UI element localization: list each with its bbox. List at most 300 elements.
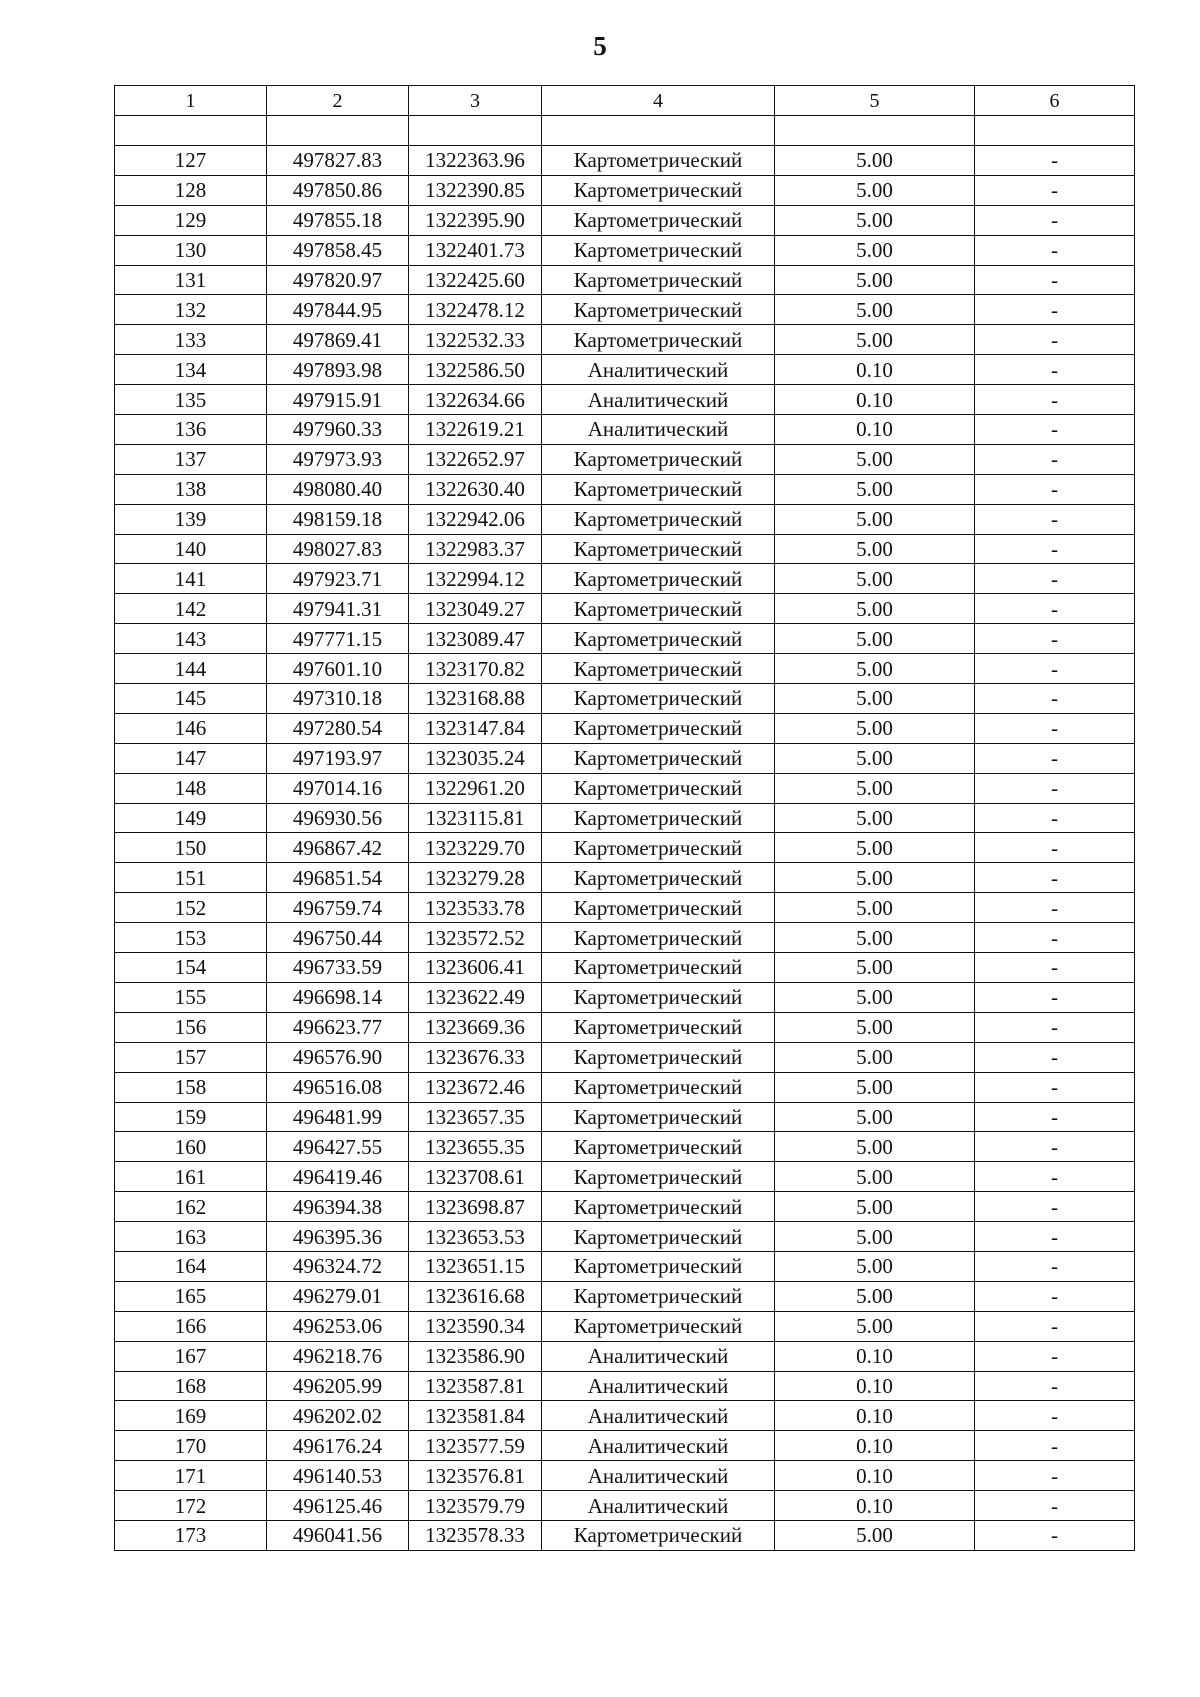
accuracy-cell: 5.00 — [775, 982, 975, 1012]
method-cell: Картометрический — [542, 713, 775, 743]
accuracy-cell: 5.00 — [775, 564, 975, 594]
accuracy-cell: 0.10 — [775, 1401, 975, 1431]
y-coordinate-cell: 1322630.40 — [409, 474, 542, 504]
y-coordinate-cell: 1323616.68 — [409, 1281, 542, 1311]
x-coordinate-cell: 497601.10 — [267, 654, 409, 684]
accuracy-cell: 5.00 — [775, 444, 975, 474]
table-row — [115, 1072, 1135, 1102]
accuracy-cell: 5.00 — [775, 923, 975, 953]
y-coordinate-cell: 1323229.70 — [409, 833, 542, 863]
method-cell: Картометрический — [542, 1192, 775, 1222]
accuracy-cell: 5.00 — [775, 743, 975, 773]
method-cell: Картометрический — [542, 1311, 775, 1341]
method-cell: Картометрический — [542, 743, 775, 773]
point-number-cell: 136 — [115, 415, 267, 445]
accuracy-cell: 5.00 — [775, 175, 975, 205]
table-row — [115, 415, 1135, 445]
table-row — [115, 146, 1135, 176]
x-coordinate-cell: 496576.90 — [267, 1042, 409, 1072]
method-cell: Аналитический — [542, 415, 775, 445]
table-row — [115, 713, 1135, 743]
x-coordinate-cell: 497280.54 — [267, 713, 409, 743]
table-row — [115, 893, 1135, 923]
note-cell: - — [975, 1311, 1135, 1341]
note-cell: - — [975, 1042, 1135, 1072]
point-number-cell: 164 — [115, 1251, 267, 1281]
accuracy-cell: 5.00 — [775, 1132, 975, 1162]
method-cell: Картометрический — [542, 1012, 775, 1042]
table-cell — [975, 116, 1135, 146]
point-number-cell: 172 — [115, 1491, 267, 1521]
note-cell: - — [975, 325, 1135, 355]
y-coordinate-cell: 1322363.96 — [409, 146, 542, 176]
accuracy-cell: 5.00 — [775, 833, 975, 863]
x-coordinate-cell: 496419.46 — [267, 1162, 409, 1192]
method-cell: Картометрический — [542, 564, 775, 594]
table-row — [115, 504, 1135, 534]
x-coordinate-cell: 497915.91 — [267, 385, 409, 415]
x-coordinate-cell: 497310.18 — [267, 684, 409, 714]
point-number-cell: 134 — [115, 355, 267, 385]
x-coordinate-cell: 497923.71 — [267, 564, 409, 594]
point-number-cell: 139 — [115, 504, 267, 534]
table-row — [115, 773, 1135, 803]
point-number-cell: 153 — [115, 923, 267, 953]
table-row — [115, 474, 1135, 504]
accuracy-cell: 5.00 — [775, 1281, 975, 1311]
note-cell: - — [975, 146, 1135, 176]
x-coordinate-cell: 497844.95 — [267, 295, 409, 325]
y-coordinate-cell: 1323676.33 — [409, 1042, 542, 1072]
point-number-cell: 128 — [115, 175, 267, 205]
accuracy-cell: 5.00 — [775, 205, 975, 235]
point-number-cell: 137 — [115, 444, 267, 474]
table-row — [115, 1192, 1135, 1222]
x-coordinate-cell: 496427.55 — [267, 1132, 409, 1162]
note-cell: - — [975, 474, 1135, 504]
table-row — [115, 444, 1135, 474]
x-coordinate-cell: 497941.31 — [267, 594, 409, 624]
coordinates-table — [114, 85, 1135, 1551]
note-cell: - — [975, 1222, 1135, 1252]
point-number-cell: 131 — [115, 265, 267, 295]
point-number-cell: 127 — [115, 146, 267, 176]
method-cell: Картометрический — [542, 1132, 775, 1162]
method-cell: Аналитический — [542, 355, 775, 385]
point-number-cell: 163 — [115, 1222, 267, 1252]
y-coordinate-cell: 1323576.81 — [409, 1461, 542, 1491]
point-number-cell: 141 — [115, 564, 267, 594]
method-cell: Картометрический — [542, 1222, 775, 1252]
note-cell: - — [975, 654, 1135, 684]
point-number-cell: 160 — [115, 1132, 267, 1162]
note-cell: - — [975, 175, 1135, 205]
method-cell: Картометрический — [542, 654, 775, 684]
table-cell — [542, 116, 775, 146]
table-row — [115, 1102, 1135, 1132]
accuracy-cell: 5.00 — [775, 534, 975, 564]
method-cell: Картометрический — [542, 1281, 775, 1311]
x-coordinate-cell: 497850.86 — [267, 175, 409, 205]
method-cell: Картометрический — [542, 265, 775, 295]
table-row — [115, 295, 1135, 325]
y-coordinate-cell: 1323572.52 — [409, 923, 542, 953]
x-coordinate-cell: 497960.33 — [267, 415, 409, 445]
y-coordinate-cell: 1323606.41 — [409, 953, 542, 983]
accuracy-cell: 5.00 — [775, 1222, 975, 1252]
accuracy-cell: 0.10 — [775, 1491, 975, 1521]
note-cell: - — [975, 1371, 1135, 1401]
y-coordinate-cell: 1323655.35 — [409, 1132, 542, 1162]
y-coordinate-cell: 1323672.46 — [409, 1072, 542, 1102]
y-coordinate-cell: 1322652.97 — [409, 444, 542, 474]
column-header: 6 — [975, 86, 1135, 116]
accuracy-cell: 5.00 — [775, 1520, 975, 1550]
point-number-cell: 161 — [115, 1162, 267, 1192]
note-cell: - — [975, 265, 1135, 295]
accuracy-cell: 5.00 — [775, 1311, 975, 1341]
y-coordinate-cell: 1323622.49 — [409, 982, 542, 1012]
point-number-cell: 145 — [115, 684, 267, 714]
table-row — [115, 803, 1135, 833]
note-cell: - — [975, 1192, 1135, 1222]
page-number: 5 — [593, 31, 607, 61]
x-coordinate-cell: 496481.99 — [267, 1102, 409, 1132]
y-coordinate-cell: 1323049.27 — [409, 594, 542, 624]
x-coordinate-cell: 496218.76 — [267, 1341, 409, 1371]
y-coordinate-cell: 1323708.61 — [409, 1162, 542, 1192]
x-coordinate-cell: 497973.93 — [267, 444, 409, 474]
note-cell: - — [975, 953, 1135, 983]
note-cell: - — [975, 1520, 1135, 1550]
note-cell: - — [975, 1162, 1135, 1192]
x-coordinate-cell: 496176.24 — [267, 1431, 409, 1461]
note-cell: - — [975, 1461, 1135, 1491]
blank-row — [115, 116, 1135, 146]
x-coordinate-cell: 496930.56 — [267, 803, 409, 833]
accuracy-cell: 5.00 — [775, 1192, 975, 1222]
x-coordinate-cell: 498027.83 — [267, 534, 409, 564]
accuracy-cell: 5.00 — [775, 624, 975, 654]
point-number-cell: 168 — [115, 1371, 267, 1401]
method-cell: Картометрический — [542, 863, 775, 893]
note-cell: - — [975, 803, 1135, 833]
method-cell: Аналитический — [542, 1401, 775, 1431]
accuracy-cell: 5.00 — [775, 684, 975, 714]
y-coordinate-cell: 1323669.36 — [409, 1012, 542, 1042]
table-row — [115, 1431, 1135, 1461]
point-number-cell: 132 — [115, 295, 267, 325]
table-row — [115, 1281, 1135, 1311]
point-number-cell: 157 — [115, 1042, 267, 1072]
note-cell: - — [975, 355, 1135, 385]
table-row — [115, 265, 1135, 295]
method-cell: Картометрический — [542, 146, 775, 176]
note-cell: - — [975, 295, 1135, 325]
note-cell: - — [975, 1012, 1135, 1042]
note-cell: - — [975, 205, 1135, 235]
x-coordinate-cell: 498159.18 — [267, 504, 409, 534]
accuracy-cell: 5.00 — [775, 713, 975, 743]
point-number-cell: 142 — [115, 594, 267, 624]
method-cell: Картометрический — [542, 235, 775, 265]
table-row — [115, 1520, 1135, 1550]
note-cell: - — [975, 1491, 1135, 1521]
note-cell: - — [975, 385, 1135, 415]
method-cell: Картометрический — [542, 1251, 775, 1281]
accuracy-cell: 5.00 — [775, 953, 975, 983]
method-cell: Картометрический — [542, 1102, 775, 1132]
table-row — [115, 863, 1135, 893]
table-row — [115, 953, 1135, 983]
x-coordinate-cell: 496759.74 — [267, 893, 409, 923]
x-coordinate-cell: 496750.44 — [267, 923, 409, 953]
method-cell: Картометрический — [542, 474, 775, 504]
y-coordinate-cell: 1323147.84 — [409, 713, 542, 743]
method-cell: Картометрический — [542, 803, 775, 833]
y-coordinate-cell: 1322983.37 — [409, 534, 542, 564]
table-cell — [115, 116, 267, 146]
table-row — [115, 1401, 1135, 1431]
y-coordinate-cell: 1322619.21 — [409, 415, 542, 445]
accuracy-cell: 5.00 — [775, 773, 975, 803]
method-cell: Картометрический — [542, 295, 775, 325]
point-number-cell: 130 — [115, 235, 267, 265]
table-row — [115, 833, 1135, 863]
table-row — [115, 1132, 1135, 1162]
y-coordinate-cell: 1322586.50 — [409, 355, 542, 385]
x-coordinate-cell: 497869.41 — [267, 325, 409, 355]
accuracy-cell: 0.10 — [775, 1431, 975, 1461]
y-coordinate-cell: 1323035.24 — [409, 743, 542, 773]
method-cell: Картометрический — [542, 1162, 775, 1192]
column-header: 2 — [267, 86, 409, 116]
method-cell: Картометрический — [542, 504, 775, 534]
point-number-cell: 133 — [115, 325, 267, 355]
method-cell: Картометрический — [542, 1520, 775, 1550]
note-cell: - — [975, 923, 1135, 953]
accuracy-cell: 5.00 — [775, 893, 975, 923]
table-row — [115, 355, 1135, 385]
x-coordinate-cell: 496202.02 — [267, 1401, 409, 1431]
note-cell: - — [975, 564, 1135, 594]
table-row — [115, 1251, 1135, 1281]
x-coordinate-cell: 497014.16 — [267, 773, 409, 803]
method-cell: Картометрический — [542, 205, 775, 235]
method-cell: Картометрический — [542, 982, 775, 1012]
table-row — [115, 1371, 1135, 1401]
method-cell: Картометрический — [542, 594, 775, 624]
method-cell: Аналитический — [542, 1491, 775, 1521]
method-cell: Картометрический — [542, 1072, 775, 1102]
x-coordinate-cell: 496140.53 — [267, 1461, 409, 1491]
y-coordinate-cell: 1322942.06 — [409, 504, 542, 534]
point-number-cell: 169 — [115, 1401, 267, 1431]
table-cell — [267, 116, 409, 146]
accuracy-cell: 5.00 — [775, 504, 975, 534]
note-cell: - — [975, 1281, 1135, 1311]
point-number-cell: 156 — [115, 1012, 267, 1042]
x-coordinate-cell: 496516.08 — [267, 1072, 409, 1102]
table-row — [115, 1042, 1135, 1072]
y-coordinate-cell: 1323581.84 — [409, 1401, 542, 1431]
method-cell: Картометрический — [542, 534, 775, 564]
table-row — [115, 175, 1135, 205]
method-cell: Картометрический — [542, 175, 775, 205]
point-number-cell: 147 — [115, 743, 267, 773]
header-row — [115, 86, 1135, 116]
point-number-cell: 151 — [115, 863, 267, 893]
table-row — [115, 1162, 1135, 1192]
y-coordinate-cell: 1322425.60 — [409, 265, 542, 295]
note-cell: - — [975, 624, 1135, 654]
method-cell: Картометрический — [542, 923, 775, 953]
accuracy-cell: 5.00 — [775, 1162, 975, 1192]
note-cell: - — [975, 773, 1135, 803]
method-cell: Аналитический — [542, 1341, 775, 1371]
note-cell: - — [975, 863, 1135, 893]
accuracy-cell: 5.00 — [775, 295, 975, 325]
point-number-cell: 155 — [115, 982, 267, 1012]
accuracy-cell: 5.00 — [775, 146, 975, 176]
y-coordinate-cell: 1322634.66 — [409, 385, 542, 415]
method-cell: Картометрический — [542, 773, 775, 803]
x-coordinate-cell: 497893.98 — [267, 355, 409, 385]
y-coordinate-cell: 1322478.12 — [409, 295, 542, 325]
table-row — [115, 594, 1135, 624]
accuracy-cell: 5.00 — [775, 1042, 975, 1072]
column-header: 1 — [115, 86, 267, 116]
y-coordinate-cell: 1322532.33 — [409, 325, 542, 355]
column-header: 3 — [409, 86, 542, 116]
column-header: 5 — [775, 86, 975, 116]
point-number-cell: 148 — [115, 773, 267, 803]
note-cell: - — [975, 893, 1135, 923]
note-cell: - — [975, 1251, 1135, 1281]
x-coordinate-cell: 496867.42 — [267, 833, 409, 863]
column-header: 4 — [542, 86, 775, 116]
point-number-cell: 171 — [115, 1461, 267, 1491]
method-cell: Аналитический — [542, 1431, 775, 1461]
table-row — [115, 385, 1135, 415]
point-number-cell: 158 — [115, 1072, 267, 1102]
note-cell: - — [975, 833, 1135, 863]
y-coordinate-cell: 1323578.33 — [409, 1520, 542, 1550]
point-number-cell: 152 — [115, 893, 267, 923]
y-coordinate-cell: 1323577.59 — [409, 1431, 542, 1461]
x-coordinate-cell: 497771.15 — [267, 624, 409, 654]
table-row — [115, 564, 1135, 594]
method-cell: Картометрический — [542, 444, 775, 474]
point-number-cell: 159 — [115, 1102, 267, 1132]
x-coordinate-cell: 497855.18 — [267, 205, 409, 235]
point-number-cell: 129 — [115, 205, 267, 235]
accuracy-cell: 5.00 — [775, 1251, 975, 1281]
accuracy-cell: 5.00 — [775, 654, 975, 684]
x-coordinate-cell: 496279.01 — [267, 1281, 409, 1311]
table-cell — [775, 116, 975, 146]
y-coordinate-cell: 1323533.78 — [409, 893, 542, 923]
accuracy-cell: 0.10 — [775, 385, 975, 415]
y-coordinate-cell: 1323115.81 — [409, 803, 542, 833]
y-coordinate-cell: 1323089.47 — [409, 624, 542, 654]
point-number-cell: 170 — [115, 1431, 267, 1461]
accuracy-cell: 5.00 — [775, 1012, 975, 1042]
method-cell: Аналитический — [542, 1461, 775, 1491]
x-coordinate-cell: 496733.59 — [267, 953, 409, 983]
x-coordinate-cell: 496205.99 — [267, 1371, 409, 1401]
point-number-cell: 146 — [115, 713, 267, 743]
note-cell: - — [975, 594, 1135, 624]
y-coordinate-cell: 1323590.34 — [409, 1311, 542, 1341]
accuracy-cell: 5.00 — [775, 474, 975, 504]
y-coordinate-cell: 1323170.82 — [409, 654, 542, 684]
table-row — [115, 1222, 1135, 1252]
method-cell: Картометрический — [542, 953, 775, 983]
accuracy-cell: 5.00 — [775, 1072, 975, 1102]
accuracy-cell: 0.10 — [775, 1461, 975, 1491]
y-coordinate-cell: 1323587.81 — [409, 1371, 542, 1401]
accuracy-cell: 5.00 — [775, 863, 975, 893]
accuracy-cell: 5.00 — [775, 1102, 975, 1132]
note-cell: - — [975, 1431, 1135, 1461]
table-row — [115, 325, 1135, 355]
accuracy-cell: 5.00 — [775, 235, 975, 265]
table-row — [115, 1341, 1135, 1371]
x-coordinate-cell: 497820.97 — [267, 265, 409, 295]
x-coordinate-cell: 497193.97 — [267, 743, 409, 773]
y-coordinate-cell: 1323579.79 — [409, 1491, 542, 1521]
point-number-cell: 138 — [115, 474, 267, 504]
method-cell: Аналитический — [542, 1371, 775, 1401]
y-coordinate-cell: 1322401.73 — [409, 235, 542, 265]
method-cell: Аналитический — [542, 385, 775, 415]
y-coordinate-cell: 1323168.88 — [409, 684, 542, 714]
table-row — [115, 743, 1135, 773]
table-row — [115, 624, 1135, 654]
point-number-cell: 165 — [115, 1281, 267, 1311]
note-cell: - — [975, 235, 1135, 265]
note-cell: - — [975, 1102, 1135, 1132]
y-coordinate-cell: 1323586.90 — [409, 1341, 542, 1371]
x-coordinate-cell: 496394.38 — [267, 1192, 409, 1222]
x-coordinate-cell: 497827.83 — [267, 146, 409, 176]
method-cell: Картометрический — [542, 893, 775, 923]
accuracy-cell: 0.10 — [775, 355, 975, 385]
method-cell: Картометрический — [542, 833, 775, 863]
note-cell: - — [975, 982, 1135, 1012]
note-cell: - — [975, 534, 1135, 564]
method-cell: Картометрический — [542, 325, 775, 355]
y-coordinate-cell: 1322961.20 — [409, 773, 542, 803]
x-coordinate-cell: 496851.54 — [267, 863, 409, 893]
table-row — [115, 684, 1135, 714]
x-coordinate-cell: 498080.40 — [267, 474, 409, 504]
note-cell: - — [975, 415, 1135, 445]
accuracy-cell: 5.00 — [775, 594, 975, 624]
note-cell: - — [975, 1132, 1135, 1162]
point-number-cell: 173 — [115, 1520, 267, 1550]
x-coordinate-cell: 496698.14 — [267, 982, 409, 1012]
point-number-cell: 144 — [115, 654, 267, 684]
note-cell: - — [975, 713, 1135, 743]
table-row — [115, 982, 1135, 1012]
table-row — [115, 1491, 1135, 1521]
point-number-cell: 154 — [115, 953, 267, 983]
y-coordinate-cell: 1323651.15 — [409, 1251, 542, 1281]
table-row — [115, 1461, 1135, 1491]
point-number-cell: 143 — [115, 624, 267, 654]
